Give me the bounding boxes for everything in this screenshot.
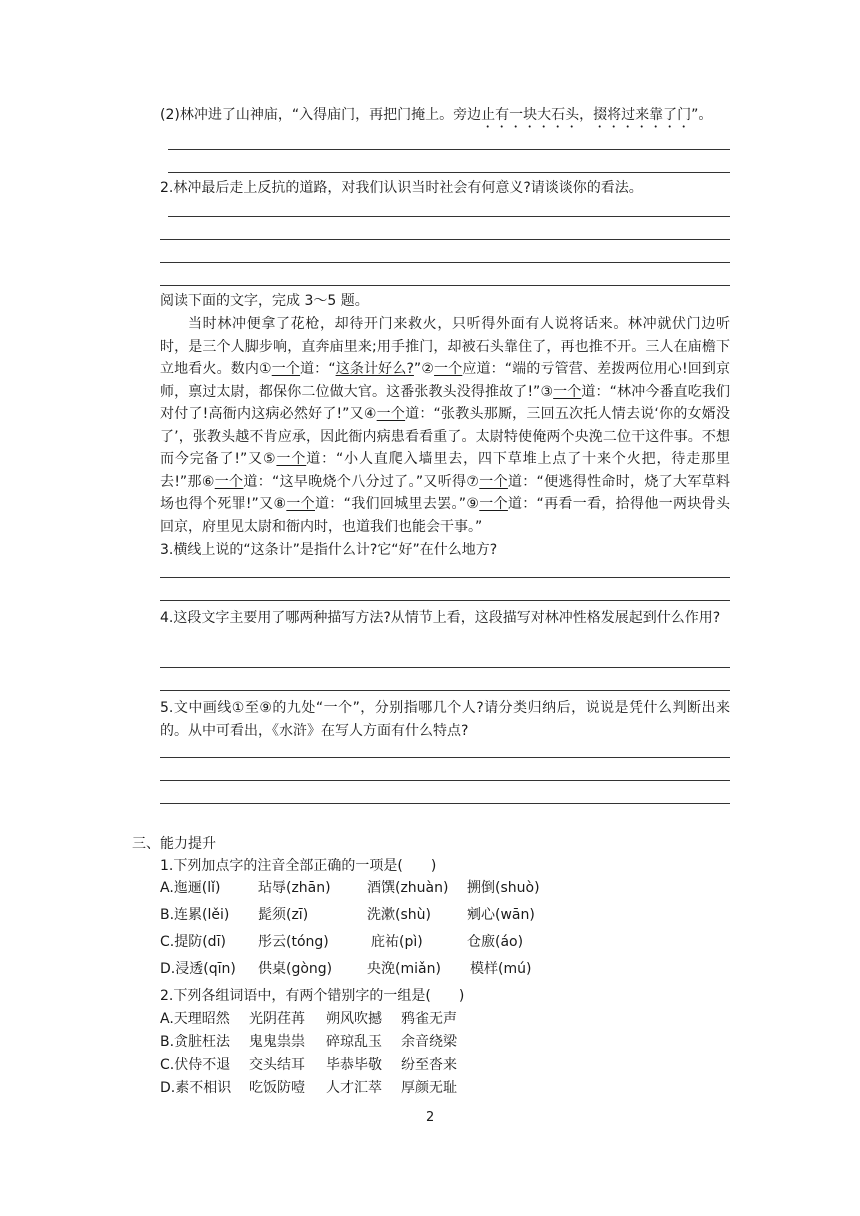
answer-line[interactable]	[160, 690, 730, 691]
mc2-option-d-1: D.素不相识	[160, 1080, 232, 1096]
question-1-2: (2)林冲进了山神庙，“入得庙门，再把门掩上。旁边止有一块大石头，掇将过来靠了门”。	[160, 107, 713, 123]
mc2-stem: 2.下列各组词语中，有两个错别字的一组是( )	[160, 988, 465, 1004]
answer-line[interactable]	[168, 216, 730, 217]
mc2-option-d-3: 人才汇萃	[326, 1080, 382, 1096]
mc2-option-d-4: 厚颜无耻	[401, 1080, 457, 1096]
reading-passage: 当时林冲便拿了花枪，却待开门来救火，只听得外面有人说将话来。林冲就伏门边听时，是三个人脚步响，直奔庙里来;用手推门，却被石头靠住了，再也推不开。三人在庙檐下立地看火。数内①一个道：“这条计好么?”②一个应道：“端的亏管营、差拨两位用心!回到京师，禀过太尉，都保你二位做大官。这番张教头没得推故了!”③一个道：“林冲今番直吃我们对付了!高衙内这病必然好了!”又④一个道：“张教头那厮，三回五次托人情去说‘你的女婿没了’，张教头越不肯应承，因此衙内病患看看重了。太尉特使俺两个央浼二位干这件事。不想而今完备了!”又⑤一个道：“小人直爬入墙里去，四下草堆上点了十来个火把，待走那里去!”那⑥一个道：“这早晚烧个八分过了。”又听得⑦一个道：“便逃得性命时，烧了大军草料场也得个死罪!”又⑧一个道：“我们回城里去罢。”⑨一个道：“再看一看，拾得他一两块骨头回京，府里见太尉和衙内时，也道我们也能会干事。”	[160, 316, 731, 535]
mc1-option-b-1: B.连累(lěi)	[160, 907, 230, 923]
underlined-yige-6: 一个	[214, 473, 244, 490]
mc2-option-a-2: 光阴荏苒	[249, 1011, 305, 1027]
mc1-stem: 1.下列加点字的注音全部正确的一项是( )	[160, 858, 437, 874]
mc1-option-d-2: 供桌(gòng)	[258, 961, 333, 977]
answer-line[interactable]	[160, 803, 730, 804]
section-3-title: 三、能力提升	[132, 836, 216, 852]
underlined-yige-2: 一个	[434, 361, 463, 377]
mc2-option-b-1: B.贪脏枉法	[160, 1034, 231, 1050]
mc2-option-b-4: 余音绕梁	[401, 1034, 457, 1050]
question-4: 4.这段文字主要用了哪两种描写方法?从情节上看，这段描写对林冲性格发展起到什么作用?	[160, 610, 721, 626]
mc1-option-b-4: 剜心(wān)	[467, 907, 535, 923]
page-number: 2	[426, 1110, 435, 1125]
mc1-option-d-4: 模样(mú)	[470, 961, 532, 977]
answer-line[interactable]	[160, 285, 730, 286]
answer-line[interactable]	[160, 239, 730, 240]
mc2-option-c-2: 交头结耳	[249, 1057, 305, 1073]
underlined-yige-7: 一个	[479, 473, 508, 490]
answer-line[interactable]	[160, 577, 730, 578]
mc1-option-d-3: 央浼(miǎn)	[367, 961, 441, 977]
mc2-option-c-3: 毕恭毕敬	[326, 1057, 382, 1073]
reading-intro: 阅读下面的文字，完成 3～5 题。	[160, 293, 369, 309]
question-3: 3.横线上说的“这条计”是指什么计?它“好”在什么地方?	[160, 542, 498, 558]
mc1-option-c-3: 庇祐(pì)	[371, 934, 423, 950]
underlined-yige-1: 一个	[271, 361, 301, 377]
mc1-option-d-1: D.浸透(qīn)	[160, 961, 236, 977]
mc1-option-c-2: 彤云(tóng)	[258, 934, 329, 950]
dotted-text: 止有一块大石头，掇将过来靠了门	[481, 107, 692, 123]
underlined-yige-5: 一个	[276, 451, 307, 467]
mc2-option-a-3: 朔风吹撼	[326, 1011, 382, 1027]
mc2-option-c-1: C.伏侍不退	[160, 1057, 231, 1073]
mc2-option-b-2: 鬼鬼祟祟	[249, 1034, 305, 1050]
mc2-option-c-4: 纷至沓来	[401, 1057, 457, 1073]
mc2-option-a-4: 鸦雀无声	[401, 1011, 457, 1027]
underlined-yige-9: 一个	[479, 496, 508, 512]
mc1-option-c-1: C.提防(dī)	[160, 934, 226, 950]
mc1-option-a-4: 搠倒(shuò)	[467, 880, 540, 896]
mc1-option-c-4: 仓廒(áo)	[467, 934, 524, 950]
answer-line[interactable]	[160, 757, 730, 758]
answer-line[interactable]	[160, 262, 730, 263]
answer-line[interactable]	[168, 172, 730, 173]
mc1-option-b-2: 髭须(zī)	[258, 907, 309, 923]
mc2-option-a-1: A.天理昭然	[160, 1011, 230, 1027]
mc1-option-a-3: 酒馔(zhuàn)	[367, 880, 449, 896]
mc1-option-b-3: 洗漱(shù)	[367, 907, 431, 923]
underlined-yige-4: 一个	[376, 406, 406, 422]
mc1-option-a-2: 玷辱(zhān)	[258, 880, 331, 896]
underlined-yige-3: 一个	[553, 383, 582, 400]
answer-line[interactable]	[160, 600, 730, 601]
underlined-yige-8: 一个	[286, 496, 315, 512]
answer-line[interactable]	[160, 780, 730, 781]
mc2-option-b-3: 碎琼乱玉	[326, 1034, 382, 1050]
mc2-option-d-2: 吃饭防噎	[249, 1080, 305, 1096]
question-5: 5.文中画线①至⑨的九处“一个”，分别指哪几个人?请分类归纳后，说说是凭什么判断出来的。从中可看出，《水浒》在写人方面有什么特点?	[160, 700, 730, 739]
mc1-option-a-1: A.迤逦(lǐ)	[160, 880, 221, 896]
question-2: 2.林冲最后走上反抗的道路，对我们认识当时社会有何意义?请谈谈你的看法。	[160, 180, 643, 196]
answer-line[interactable]	[160, 667, 730, 668]
underlined-this-plan: 这条计好么?	[335, 361, 414, 377]
answer-line[interactable]	[168, 149, 730, 150]
